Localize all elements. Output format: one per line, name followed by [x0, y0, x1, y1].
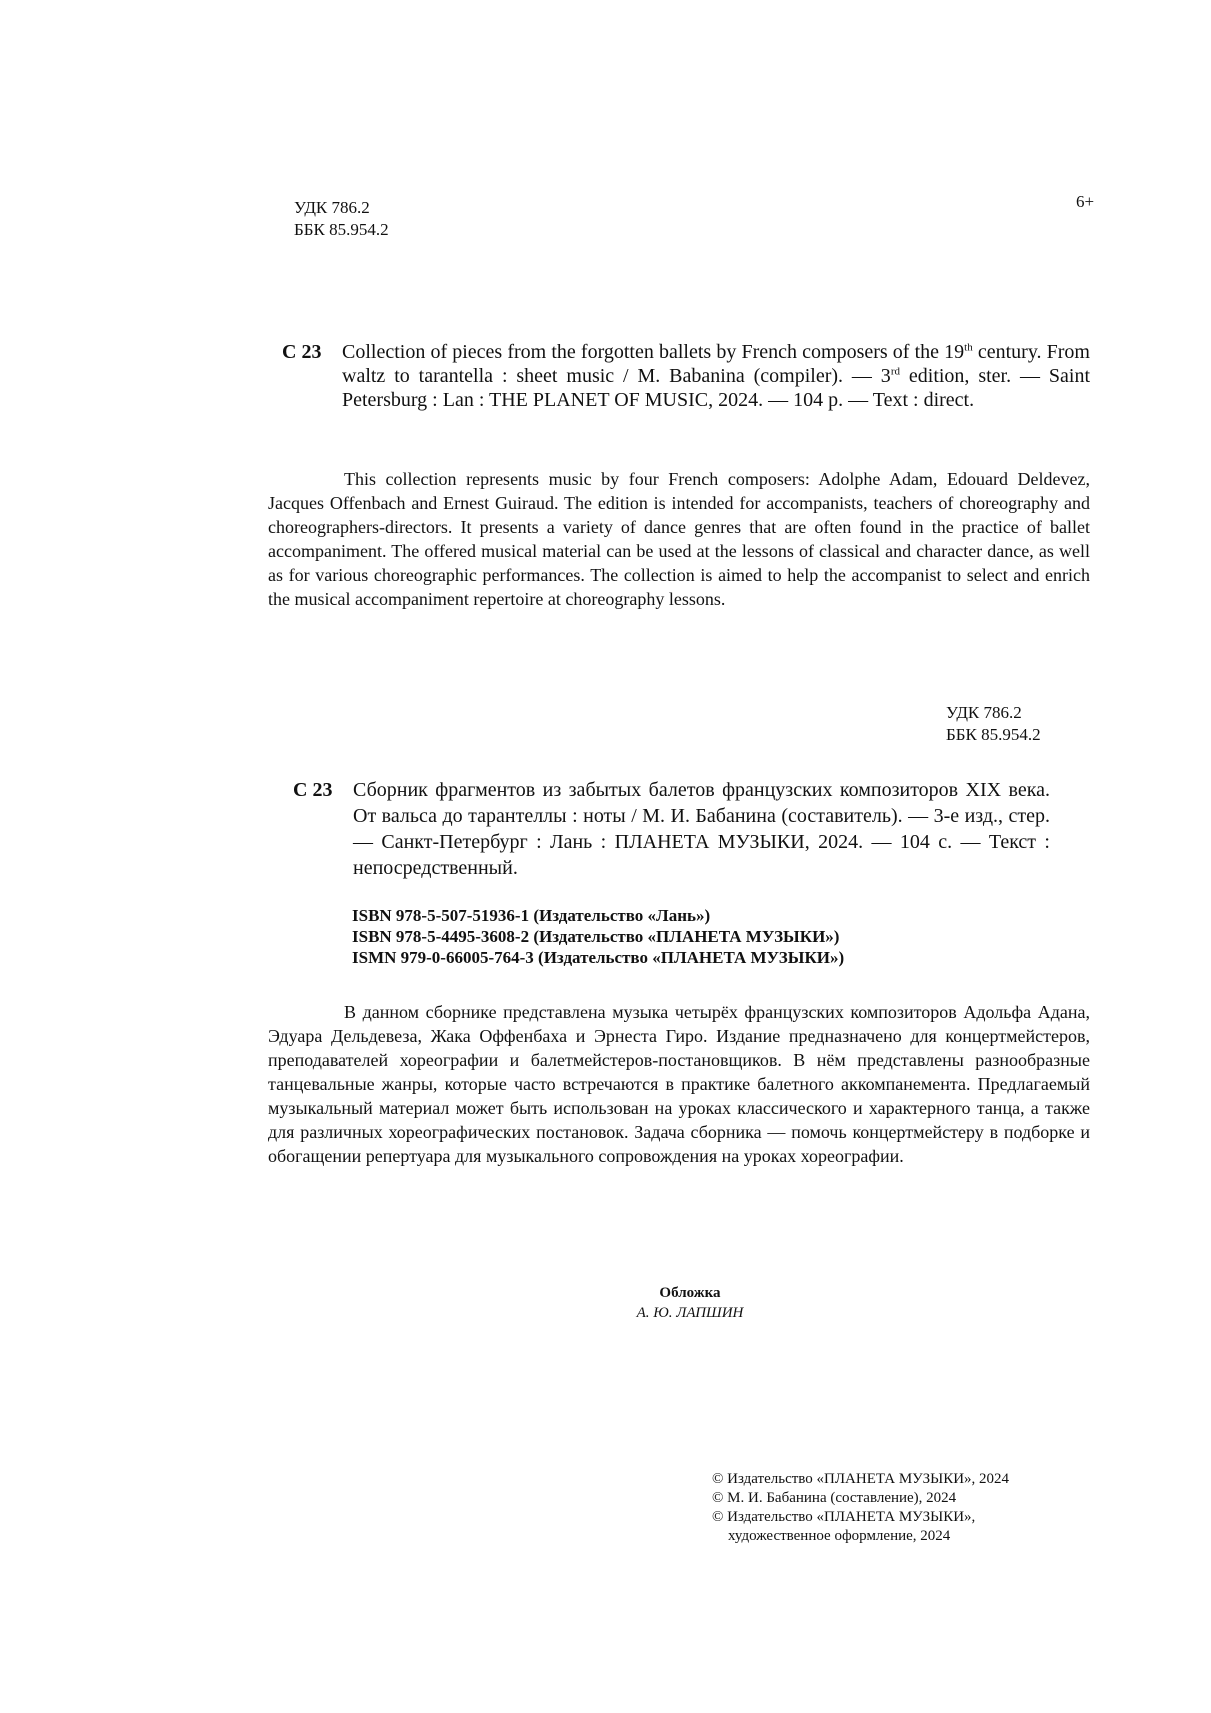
copyright-line: художественное оформление, 2024 — [728, 1528, 951, 1544]
udk-block-top — [294, 197, 389, 241]
english-bibliographic-entry — [282, 340, 1090, 412]
copyright-block — [712, 1470, 1009, 1546]
classification-code: С 23 — [282, 341, 322, 363]
russian-title: Сборник фрагментов из забытых балетов французских композиторов XIX века. От вальса до тарантеллы : ноты / М. И. Бабанина (составитель). — 3-е изд., стер. — Санкт-Петербург : Лань : ПЛАНЕТА МУЗЫКИ, 2024. — 104 с. — Текст : непосредственный. — [353, 779, 1050, 879]
udk-block-middle — [946, 702, 1041, 746]
isbn-line: ISBN 978-5-507-51936-1 (Издательство «Лань») — [352, 906, 711, 925]
cover-label: Обложка — [659, 1285, 721, 1301]
isbn-line: ISBN 978-5-4495-3608-2 (Издательство «ПЛАНЕТА МУЗЫКИ») — [352, 927, 840, 946]
udk-code: УДК 786.2 — [946, 703, 1022, 722]
copyright-line: © Издательство «ПЛАНЕТА МУЗЫКИ», 2024 — [712, 1471, 1010, 1487]
isbn-list — [352, 905, 844, 968]
copyright-line: © Издательство «ПЛАНЕТА МУЗЫКИ», — [712, 1509, 976, 1525]
russian-bibliographic-entry — [293, 777, 1050, 881]
english-abstract: This collection represents music by four French composers: Adolphe Adam, Edouard Deldevez, Jacques Offenbach and Ernest Guiraud. The edition is intended for accompanists, teachers of choreography and choreographers-directors. It presents a variety of dance genres that are often found in the practice of ballet accompaniment. The offered musical material can be used at the lessons of classical and character dance, as well as for various choreographic performances. The collection is aimed to help the accompanist to select and enrich the musical accompaniment repertoire at choreography lessons. — [268, 469, 1090, 609]
age-rating: 6+ — [1076, 192, 1095, 211]
bbk-code: ББК 85.954.2 — [294, 220, 389, 239]
russian-abstract: В данном сборнике представлена музыка четырёх французских композиторов Адольфа Адана, Эдуара Дельдевеза, Жака Оффенбаха и Эрнеста Гиро. Издание предназначено для концертмейстеров, преподавателей хореографии и балетмейстеров-постановщиков. В нём представлены разнообразные танцевальные жанры, которые часто встречаются в практике балетного аккомпанемента. Предлагаемый музыкальный материал может быть использован на уроках классического и характерного танца, а также для различных хореографических постановок. Задача сборника — помочь концертмейстеру в подборке и обогащении репертуара для музыкального сопровождения на уроках хореографии. — [268, 1002, 1090, 1166]
udk-code: УДК 786.2 — [294, 198, 370, 217]
ismn-line: ISMN 979-0-66005-764-3 (Издательство «ПЛАНЕТА МУЗЫКИ») — [352, 948, 845, 967]
classification-code: С 23 — [293, 779, 333, 801]
cover-artist: А. Ю. ЛАПШИН — [636, 1305, 744, 1321]
english-title: Collection of pieces from the forgotten ballets by French composers of the 19th century. From waltz to tarantella : sheet music / M. Babanina (compiler). — 3rd edition, ster. — Saint Petersburg : Lan : THE PLANET OF MUSIC, 2024. — 104 p. — Text : direct. — [342, 341, 1090, 411]
copyright-line: © М. И. Бабанина (составление), 2024 — [712, 1490, 957, 1506]
bbk-code: ББК 85.954.2 — [946, 725, 1041, 744]
cover-credit — [560, 1283, 820, 1323]
